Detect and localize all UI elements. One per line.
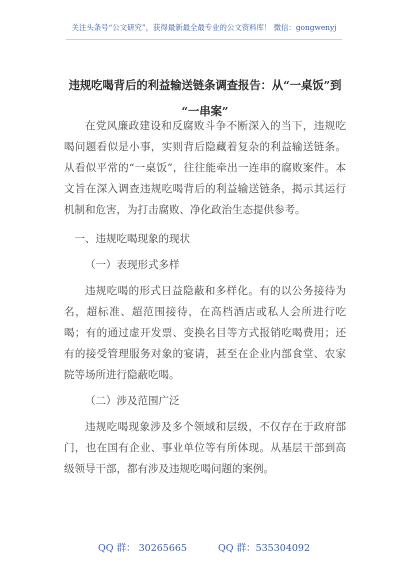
subsection-1-heading: （一）表现形式多样 [85, 259, 180, 271]
subsection-2-paragraph: 违规吃喝现象涉及多个领域和层级，不仅存在于政府部门，也在国有企业、事业单位等有所体现。从基层干部到高级领导干部，都有涉及违规吃喝问题的案例。 [64, 421, 346, 475]
title-line-2: “一串案” [181, 104, 229, 118]
intro-paragraph: 在党风廉政建设和反腐败斗争不断深入的当下，违规吃喝问题看似是小事，实则背后隐藏着复杂的利益输送链条。从看似平常的“一桌饭”，往往能牵出一连串的腐败案件。本文旨在深入调查违规吃喝背后的利益输送链条，揭示其运行机制和危害，为打击腐败、净化政治生态提供参考。 [64, 120, 346, 216]
footer-contacts [0, 540, 408, 554]
top-banner: 关注头条号“公文研究”，获得最新最全最专业的公文资料库！ 微信：gongwenyj [71, 23, 337, 32]
subsection-2-heading: （二）涉及范围广泛 [85, 395, 180, 407]
title-line-1: 违规吃喝背后的利益输送链条调查报告：从“一桌饭”到 [68, 78, 342, 92]
document-body [64, 116, 346, 480]
section-1-heading: 一、违规吃喝现象的现状 [74, 233, 190, 245]
footer-qq-group-1: QQ 群： 30265665 [97, 543, 187, 554]
footer-qq-group-2: QQ 群：535304092 [218, 543, 310, 554]
header-divider [66, 39, 342, 40]
subsection-1-paragraph: 违规吃喝的形式日益隐蔽和多样化。有的以公务接待为名，超标准、超范围接待，在高档酒店或私人会所进行吃喝；有的通过虚开发票、变换名目等方式报销吃喝费用；还有的接受管理服务对象的宴请，甚至在企业内部食堂、农家院等场所进行隐蔽吃喝。 [64, 285, 346, 381]
